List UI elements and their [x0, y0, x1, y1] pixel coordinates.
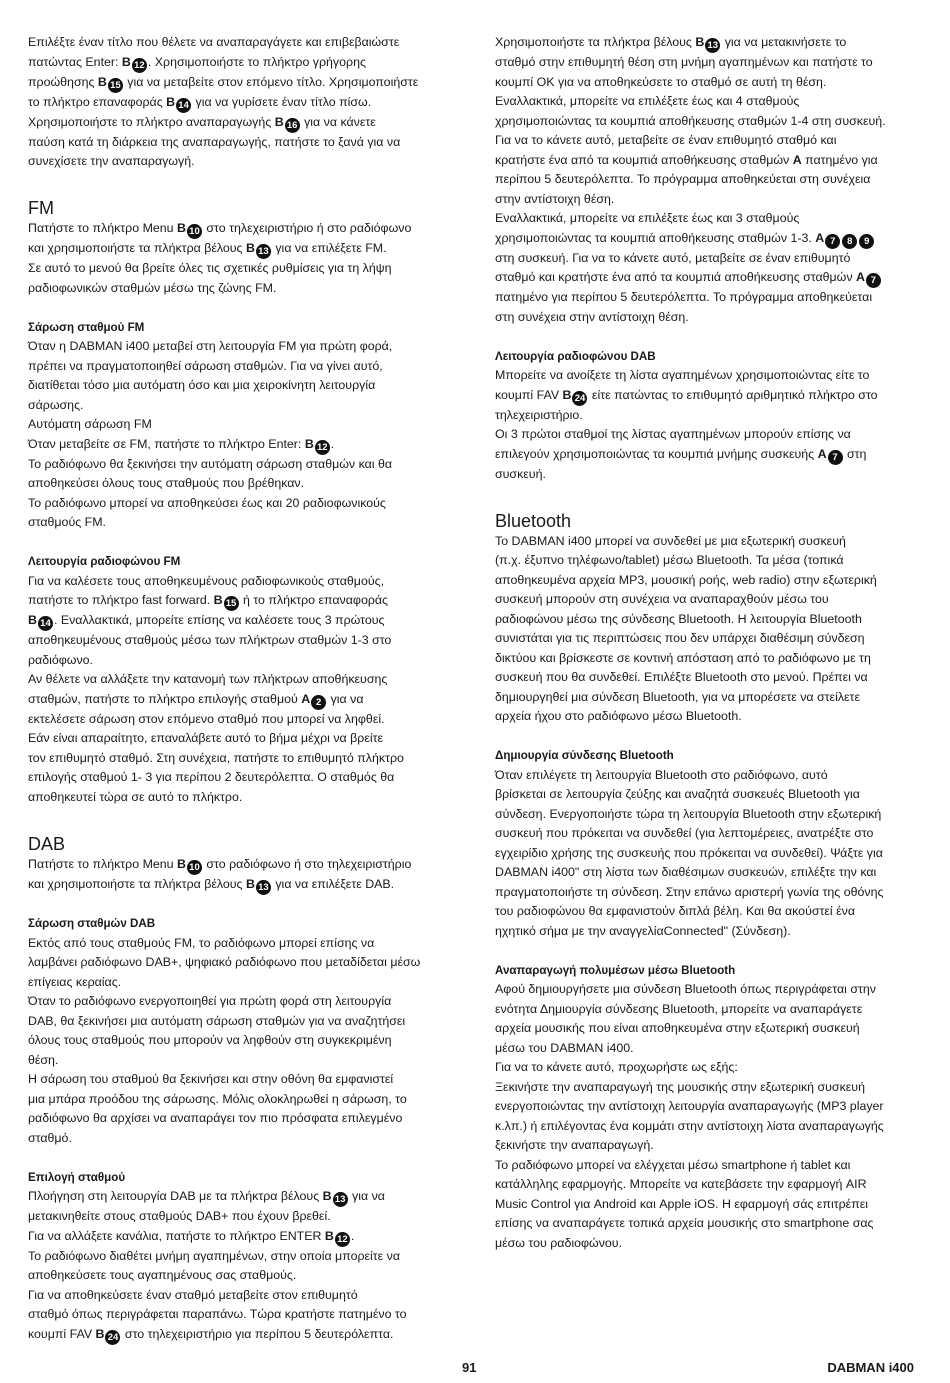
- section-heading-dab: DAB: [28, 833, 66, 854]
- paragraph: Πατήστε το πλήκτρο Menu B 10 στο τηλεχειριστήριο ή στο ραδιόφωνο και χρησιμοποιήστε τα πλήκτρα βέλους B 13 για να επιλέξετε FM. Σε αυτό το μενού θα βρείτε όλες τις σχετικές ρυθμίσεις για τη λήψη ραδιοφωνικών σταθμών μέσω της ζώνης FM.: [28, 221, 412, 295]
- button-ref-icon: 12: [132, 58, 147, 73]
- paragraph: Χρησιμοποιήστε τα πλήκτρα βέλους B 13 για να μετακινήσετε το σταθμό στην επιθυμητή θέση στη μνήμη αγαπημένων και πατήστε το κουμπί OK για να αποθηκεύσετε το σταθμό σε αυτή τη θέση. Εναλλακτικά, μπορείτε να επιλέξετε έως και 4 σταθμούς χρησιμοποιώντας τα κουμπιά αποθήκευσης σταθμών 1-4 στη συσκευή. Για να το κάνετε αυτό, μεταβείτε σε έναν επιθυμητό σταθμό και κρατήστε ένα από τα κουμπιά αποθήκευσης σταθμών A πατημένο για περίπου 5 δευτερόλεπτα. Το πρόγραμμα αποθηκεύεται στη συνέχεια στην αντίστοιχη θέση. Εναλλακτικά, μπορείτε να επιλέξετε έως και 3 σταθμούς χρησιμοποιώντας τα κουμπιά αποθήκευσης σταθμών 1-3. A 7 8 9 στη συσκευή. Για να το κάνετε αυτό, μεταβείτε σε έναν επιθυμητό σταθμό και κρατήστε ένα από τα κουμπιά αποθήκευσης σταθμών A 7 πατημένο για περίπου 5 δευτερόλεπτα. Το πρόγραμμα αποθηκεύεται στη συνέχεια στην αντίστοιχη θέση.: [495, 35, 886, 324]
- button-ref-icon: 7: [828, 450, 843, 465]
- subheading-dab-radio: Λειτουργία ραδιοφώνου DAB: [495, 349, 656, 363]
- subheading-fm-scan: Σάρωση σταθμού FM: [28, 320, 145, 334]
- paragraph: Αφού δημιουργήσετε μια σύνδεση Bluetooth όπως περιγράφεται στην ενότητα Δημιουργία σύνδεσης Bluetooth, μπορείτε να αναπαράγετε αρχεία μουσικής που είναι αποθηκευμένα στην εξωτερική συσκευή μέσω του DABMAN i400. Για να το κάνετε αυτό, προχωρήστε ως εξής: Ξεκινήστε την αναπαραγωγή της μουσικής στην εξωτερική συσκευή ενεργοποιώντας την αντίστοιχη λειτουργία αναπαραγωγής (MP3 player κ.λπ.) ή επιλέγοντας ένα κομμάτι στην αντίστοιχη λίστα αναπαραγωγής ξεκινήστε την αναπαραγωγή. Το ραδιόφωνο μπορεί να ελέγχεται μέσω smartphone ή tablet και κατάλληλης εφαρμογής. Μπορείτε να κατεβάσετε την εφαρμογή AIR Music Control για Android και Apple iOS. Η εφαρμογή σάς επιτρέπει επίσης να αναπαράγετε τοπικά αρχεία μουσικής στο smartphone σας μέσω του ραδιοφώνου.: [495, 982, 884, 1250]
- paragraph: Όταν επιλέγετε τη λειτουργία Bluetooth στο ραδιόφωνο, αυτό βρίσκεται σε λειτουργία ζεύξης και αναζητά συσκευές Bluetooth για σύνδεση. Ενεργοποιήστε τώρα τη λειτουργία Bluetooth στην εξωτερική συσκευή που πρόκειται να συνδεθεί (για λεπτομέρειες, ανατρέξτε στο εγχειρίδιο χρήσης της συσκευής που πρόκειται να συνδεθεί). Ψάξτε για DABMAN i400" στη λίστα των διαθέσιμων συσκευών, επιλέξτε την και πραγματοποιήστε τη σύνδεση. Στην επάνω αριστερή γωνία της οθόνης του ραδιοφώνου θα εμφανιστούν διπλά βέλη. Και θα ακούστεί ένα ηχητικό σήμα με την αναγγελίαConnected" (Σύνδεση).: [495, 767, 884, 938]
- paragraph: Επιλέξτε έναν τίτλο που θέλετε να αναπαραγάγετε και επιβεβαιώστε πατώντας Enter: B 12 . Χρησιμοποιήστε το πλήκτρο γρήγορης προώθησης B 15 για να μεταβείτε στον επόμενο τίτλο. Χρησιμοποιήστε το πλήκτρο επαναφοράς B 14 για να γυρίσετε έναν τίτλο πίσω. Χρησιμοποιήστε το πλήκτρο αναπαραγωγής B 16 για να κάνετε παύση κατά τη διάρκεια της αναπαραγωγής, πατήστε το ξανά για να συνεχίσετε την αναπαραγωγή.: [28, 35, 419, 168]
- section-heading-bluetooth: Bluetooth: [495, 510, 572, 531]
- button-ref-icon: 12: [315, 440, 330, 455]
- section-heading-fm: FM: [28, 198, 54, 218]
- button-ref-icon: 13: [705, 38, 720, 53]
- button-ref-icon: 10: [187, 860, 202, 875]
- button-ref-icon: 14: [38, 616, 53, 631]
- subheading-fm-radio: Λειτουργία ραδιοφώνου FM: [28, 555, 181, 568]
- button-ref-icon: 8: [842, 234, 857, 249]
- button-ref-icon: 10: [187, 224, 202, 239]
- button-ref-icon: 15: [224, 596, 239, 611]
- left-column: [28, 33, 448, 1345]
- subheading-bt-connection: Δημιουργία σύνδεσης Bluetooth: [495, 749, 674, 762]
- subheading-station-select: Επιλογή σταθμού: [28, 1170, 126, 1184]
- button-ref-icon: 9: [859, 234, 874, 249]
- button-ref-icon: 13: [256, 244, 271, 259]
- subheading-bt-playback: Αναπαραγωγή πολυμέσων μέσω Bluetooth: [495, 963, 736, 977]
- paragraph: Εκτός από τους σταθμούς FM, το ραδιόφωνο μπορεί επίσης να λαμβάνει ραδιόφωνο DAB+, ψηφιακό ραδιόφωνο που μεταδίδεται μέσω επίγειας κεραίας. Όταν το ραδιόφωνο ενεργοποιηθεί για πρώτη φορά στη λειτουργία DAB, θα ξεκινήσει μια αυτόματη σάρωση σταθμών για να αναζητήσει όλους τους σταθμούς που μπορούν να ληφθούν στη συγκεκριμένη θέση. Η σάρωση του σταθμού θα ξεκινήσει και στην οθόνη θα εμφανιστεί μια μπάρα προόδου της σάρωσης. Μόλις ολοκληρωθεί η σάρωση, το ραδιόφωνο θα αρχίσει να αναπαράγει τον πιο πρόσφατα επιλεγμένο σταθμό.: [28, 935, 421, 1145]
- button-ref-icon: 15: [108, 78, 123, 93]
- button-ref-icon: 13: [256, 880, 271, 895]
- paragraph: Πατήστε το πλήκτρο Menu B 10 στο ραδιόφωνο ή στο τηλεχειριστήριο και χρησιμοποιήστε τα πλήκτρα βέλους B 13 για να επιλέξετε DAB.: [28, 856, 412, 893]
- paragraph: Μπορείτε να ανοίξετε τη λίστα αγαπημένων χρησιμοποιώντας είτε το κουμπί FAV B 24 είτε πατώντας το επιθυμητό αριθμητικό πλήκτρο στο τηλεχειριστήριο. Οι 3 πρώτοι σταθμοί της λίστας αγαπημένων μπορούν επίσης να επιλεγούν χρησιμοποιώντας τα κουμπιά μνήμης συσκευής A 7 στη συσκευή.: [495, 368, 878, 481]
- paragraph: Το DABMAN i400 μπορεί να συνδεθεί με μια εξωτερική συσκευή (π.χ. έξυπνο τηλέφωνο/tablet) μέσω Bluetooth. Τα μέσα (τοπικά αποθηκευμένα αρχεία MP3, μουσική ροής, web radio) στην εξωτερική συσκευή μπορούν στη συνέχεια να αναπαραχθούν μέσω του ραδιοφώνου μέσω της σύνδεσης Bluetooth. Η λειτουργία Bluetooth συνιστάται για τις περιπτώσεις που δεν υπάρχει διαθέσιμη σύνδεση δικτύου και βρίσκεστε σε κοντινή απόσταση από το ραδιόφωνο με τη συσκευή που θα συνδεθεί. Επιλέξτε Bluetooth στο μενού. Πρέπει να δημιουργηθεί μια σύνδεση Bluetooth, για να μπορέσετε να στείλετε αρχεία ήχου στο ραδιόφωνο μέσω Bluetooth.: [495, 533, 877, 723]
- button-ref-icon: 24: [105, 1330, 120, 1345]
- paragraph: Όταν η DABMAN i400 μεταβεί στη λειτουργία FM για πρώτη φορά, πρέπει να πραγματοποιηθεί σάρωση σταθμών. Για να γίνει αυτό, διατίθεται τόσο μια αυτόματη όσο και μια χειροκίνητη λειτουργία σάρωσης. Αυτόματη σάρωση FM Όταν μεταβείτε σε FM, πατήστε το πλήκτρο Enter: B 12 . Το ραδιόφωνο θα ξεκινήσει την αυτόματη σάρωση σταθμών και θα αποθηκεύσει όλους τους σταθμούς που βρέθηκαν. Το ραδιόφωνο μπορεί να αποθηκεύσει έως και 20 ραδιοφωνικούς σταθμούς FM.: [28, 339, 393, 529]
- button-ref-icon: 7: [825, 234, 840, 249]
- right-column: [495, 33, 915, 1253]
- button-ref-icon: 12: [335, 1232, 350, 1247]
- button-ref-icon: 14: [176, 98, 191, 113]
- button-ref-icon: 13: [333, 1192, 348, 1207]
- button-ref-icon: 24: [572, 391, 587, 406]
- paragraph: Πλοήγηση στη λειτουργία DAB με τα πλήκτρα βέλους B 13 για να μετακινηθείτε στους σταθμούς DAB+ που έχουν βρεθεί. Για να αλλάξετε κανάλια, πατήστε το πλήκτρο ENTER B 12 . Το ραδιόφωνο διαθέτει μνήμη αγαπημένων, στην οποία μπορείτε να αποθηκεύσετε τους αγαπημένους σας σταθμούς. Για να αποθηκεύσετε έναν σταθμό μεταβείτε στον επιθυμητό σταθμό όπως περιγράφεται παραπάνω. Τώρα κρατήστε πατημένο το κουμπί FAV B 24 στο τηλεχειριστήριο για περίπου 5 δευτερόλεπτα.: [28, 1189, 407, 1343]
- button-ref-icon: 2: [311, 695, 326, 710]
- button-ref-icon: 7: [866, 273, 881, 288]
- subheading-dab-scan: Σάρωση σταθμών DAB: [28, 917, 156, 930]
- button-ref-icon: 16: [285, 118, 300, 133]
- paragraph: Για να καλέσετε τους αποθηκευμένους ραδιοφωνικούς σταθμούς, πατήστε το πλήκτρο fast forward. B 15 ή το πλήκτρο επαναφοράς B 14 . Εναλλακτικά, μπορείτε επίσης να καλέσετε τους 3 πρώτους αποθηκευμένους σταθμούς μέσω των πλήκτρων σταθμών 1-3 στο ραδιόφωνο. Αν θέλετε να αλλάξετε την κατανομή των πλήκτρων αποθήκευσης σταθμών, πατήστε το πλήκτρο επιλογής σταθμού A 2 για να εκτελέσετε σάρωση στον επόμενο σταθμό που μπορεί να ληφθεί. Εάν είναι απαραίτητο, επαναλάβετε αυτό το βήμα μέχρι να βρείτε τον επιθυμητό σταθμό. Στη συνέχεια, πατήστε το επιθυμητό πλήκτρο επιλογής σταθμού 1- 3 για περίπου 2 δευτερόλεπτα. Ο σταθμός θα αποθηκευτεί τώρα σε αυτό το πλήκτρο.: [28, 573, 404, 804]
- brand-name: DABMAN i400: [827, 1360, 914, 1375]
- page-number: 91: [462, 1360, 477, 1375]
